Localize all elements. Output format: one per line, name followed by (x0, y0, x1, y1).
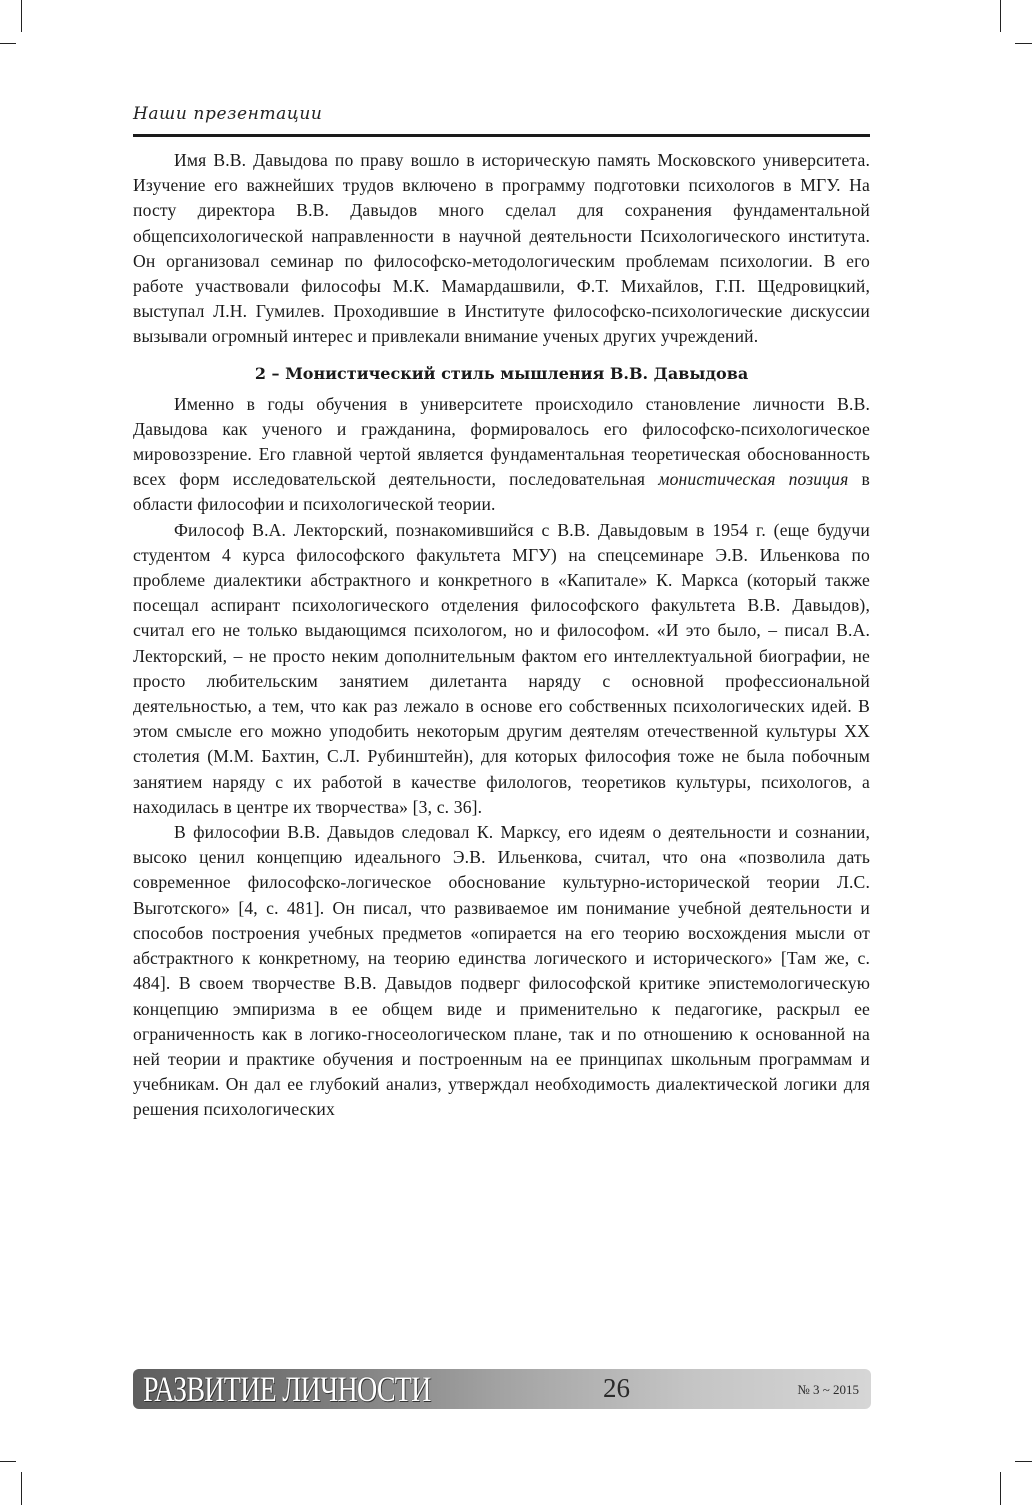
crop-mark-top-right-vertical (1000, 0, 1001, 32)
paragraph-text: Именно в годы обучения в университете происходило становление личности В.В. Давыдова как ученого и гражданина, формировалось его философско-психологическое мировоззрение. Его главной чертой является фундаментальная теоретическая обоснованность всех форм исследовательской деятельности, последовательная (133, 393, 870, 490)
issue-number: № 3 ~ 2015 (797, 1382, 859, 1397)
crop-mark-top-right-horizontal (1015, 43, 1032, 44)
journal-title: РАЗВИТИЕ ЛИЧНОСТИ (143, 1369, 431, 1409)
crop-mark-top-left-vertical (21, 0, 22, 32)
section-heading: 2 – Монистический стиль мышления В.В. Давыдова (254, 363, 749, 383)
page-number: 26 (603, 1373, 630, 1403)
crop-mark-bottom-left-vertical (21, 1472, 22, 1505)
crop-mark-bottom-left-horizontal (0, 1461, 16, 1462)
paragraph-marx-philosophy: В философии В.В. Давыдов следовал К. Марксу, его идеям о деятельности и сознании, высоко ценил концепцию идеального Э.В. Ильенкова, считал, что она «позволила дать современное философско-логическое обоснование культурно-исторической теории Л.С. Выготского» [4, с. 481]. Он писал, что развиваемое им понимание учебной деятельности и способов построения учебных предметов «опирается на его теорию восхождения мысли от абстрактного к конкретному, на теорию единства логического и исторического» [Там же, с. 484]. В своем творчестве В.В. Давыдов подверг философской критике эпистемологическую концепцию эмпиризма в ее общем виде и применительно к педагогике, раскрыл ее ограниченность как в логико-гносеологическом плане, так и по отношению к основанной на ней теории и практике обучения и построенным на ее принципах школьным программам и учебникам. Он дал ее глубокий анализ, утверждал необходимость диалектической логики для решения психологических (133, 822, 870, 1120)
paragraph-lektorsky-quote: Философ В.А. Лекторский, познакомившийся с В.В. Давыдовым в 1954 г. (еще будучи студентом 4 курса философского факультета МГУ) на спецсеминаре Э.В. Ильенкова по проблеме диалектики абстрактного и конкретного в «Капитале» К. Маркса (который также посещал аспирант психологического отделения философского факультета В.В. Давыдов), считал его не только выдающимся психологом, но и философом. «И это было, – писал В.А. Лекторский, – не просто неким дополнительным фактом его интеллектуальной биографии, не просто любительским занятием дилетанта наряду с основной профессиональной деятельностью, а тем, что как раз лежало в основе его собственных психологических идей. В этом смысле его можно уподобить некоторым другим деятелям отечественной культуры XX столетия (М.М. Бахтин, С.Л. Рубинштейн), для которых философия тоже не была побочным занятием наряду с их работой в качестве филологов, теоретиков культуры, психологов, а находилась в центре их творчества» [3, с. 36]. (133, 519, 870, 817)
header-rule (133, 134, 870, 137)
paragraph-text: в области философии и психологической теории. (133, 469, 870, 515)
crop-mark-bottom-right-horizontal (1015, 1461, 1032, 1462)
footer-banner (133, 1369, 871, 1409)
running-head-title: Наши презентации (133, 104, 323, 124)
crop-mark-bottom-right-vertical (1000, 1472, 1001, 1505)
article-body (133, 148, 870, 1123)
emphasis-text: монистическая позиция (658, 469, 849, 490)
crop-mark-top-left-horizontal (0, 43, 16, 44)
paragraph-davydov-memory: Имя В.В. Давыдова по праву вошло в историческую память Московского университета. Изучение его важнейших трудов включено в программу подготовки психологов в МГУ. На посту директора В.В. Давыдов много сделал для сохранения фундаментальной общепсихологической направленности в научной деятельности Психологического института. Он организовал семинар по философско-методологическим проблемам психологии. В его работе участвовали философы М.К. Мамардашвили, Ф.Т. Михайлов, Г.П. Щедровицкий, выступал Л.Н. Гумилев. Проходившие в Институте философско-психологические дискуссии вызывали огромный интерес и привлекали внимание ученых других учреждений. (133, 150, 870, 347)
paragraph-monist-worldview (133, 392, 870, 518)
